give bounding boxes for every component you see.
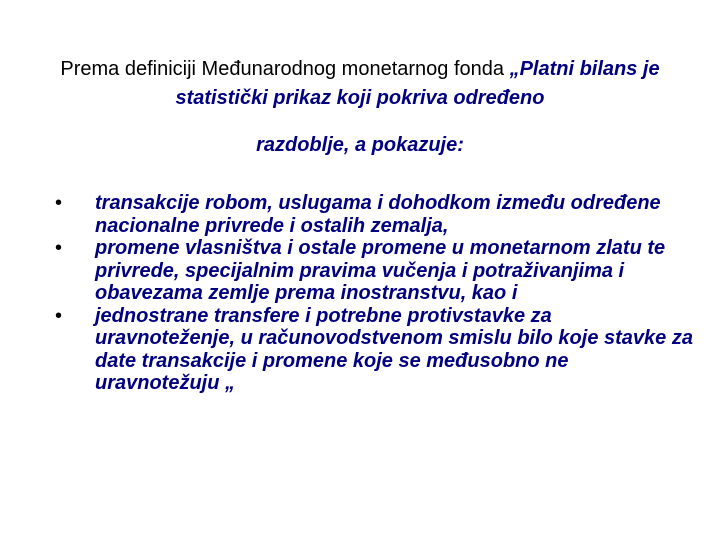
bullet-icon: •: [55, 237, 63, 259]
bullet-text-1: transakcije robom, uslugama i dohodkom između određene nacionalne privrede i ostalih zemalja,: [95, 192, 661, 237]
bullet-item-3: [55, 305, 695, 395]
bullet-item-1: [55, 192, 695, 237]
bullet-item-2: [55, 237, 695, 305]
bullet-icon: •: [55, 192, 63, 214]
bullet-text-3: jednostrane transfere i potrebne protivstavke za uravnoteženje, u računovodstvenom smislu bilo koje stavke za date transakcije i promene koje se međusobno ne uravnotežuju „: [95, 304, 693, 394]
heading-continuation: razdoblje, a pokazuje:: [256, 134, 464, 156]
bullet-list: [55, 192, 695, 395]
heading-quote: „Platni bilans je statistički prikaz koji pokriva određeno: [175, 58, 660, 109]
bullet-icon: •: [55, 304, 63, 327]
slide-heading: [30, 55, 690, 113]
heading-lead: Prema definiciji Međunarodnog monetarnog fonda: [60, 58, 510, 80]
bullet-text-2: promene vlasništva i ostale promene u monetarnom zlatu te privrede, specijalnim pravima vučenja i potraživanjima i obavezama zemlje prema inostranstvu, kao i: [95, 237, 666, 304]
